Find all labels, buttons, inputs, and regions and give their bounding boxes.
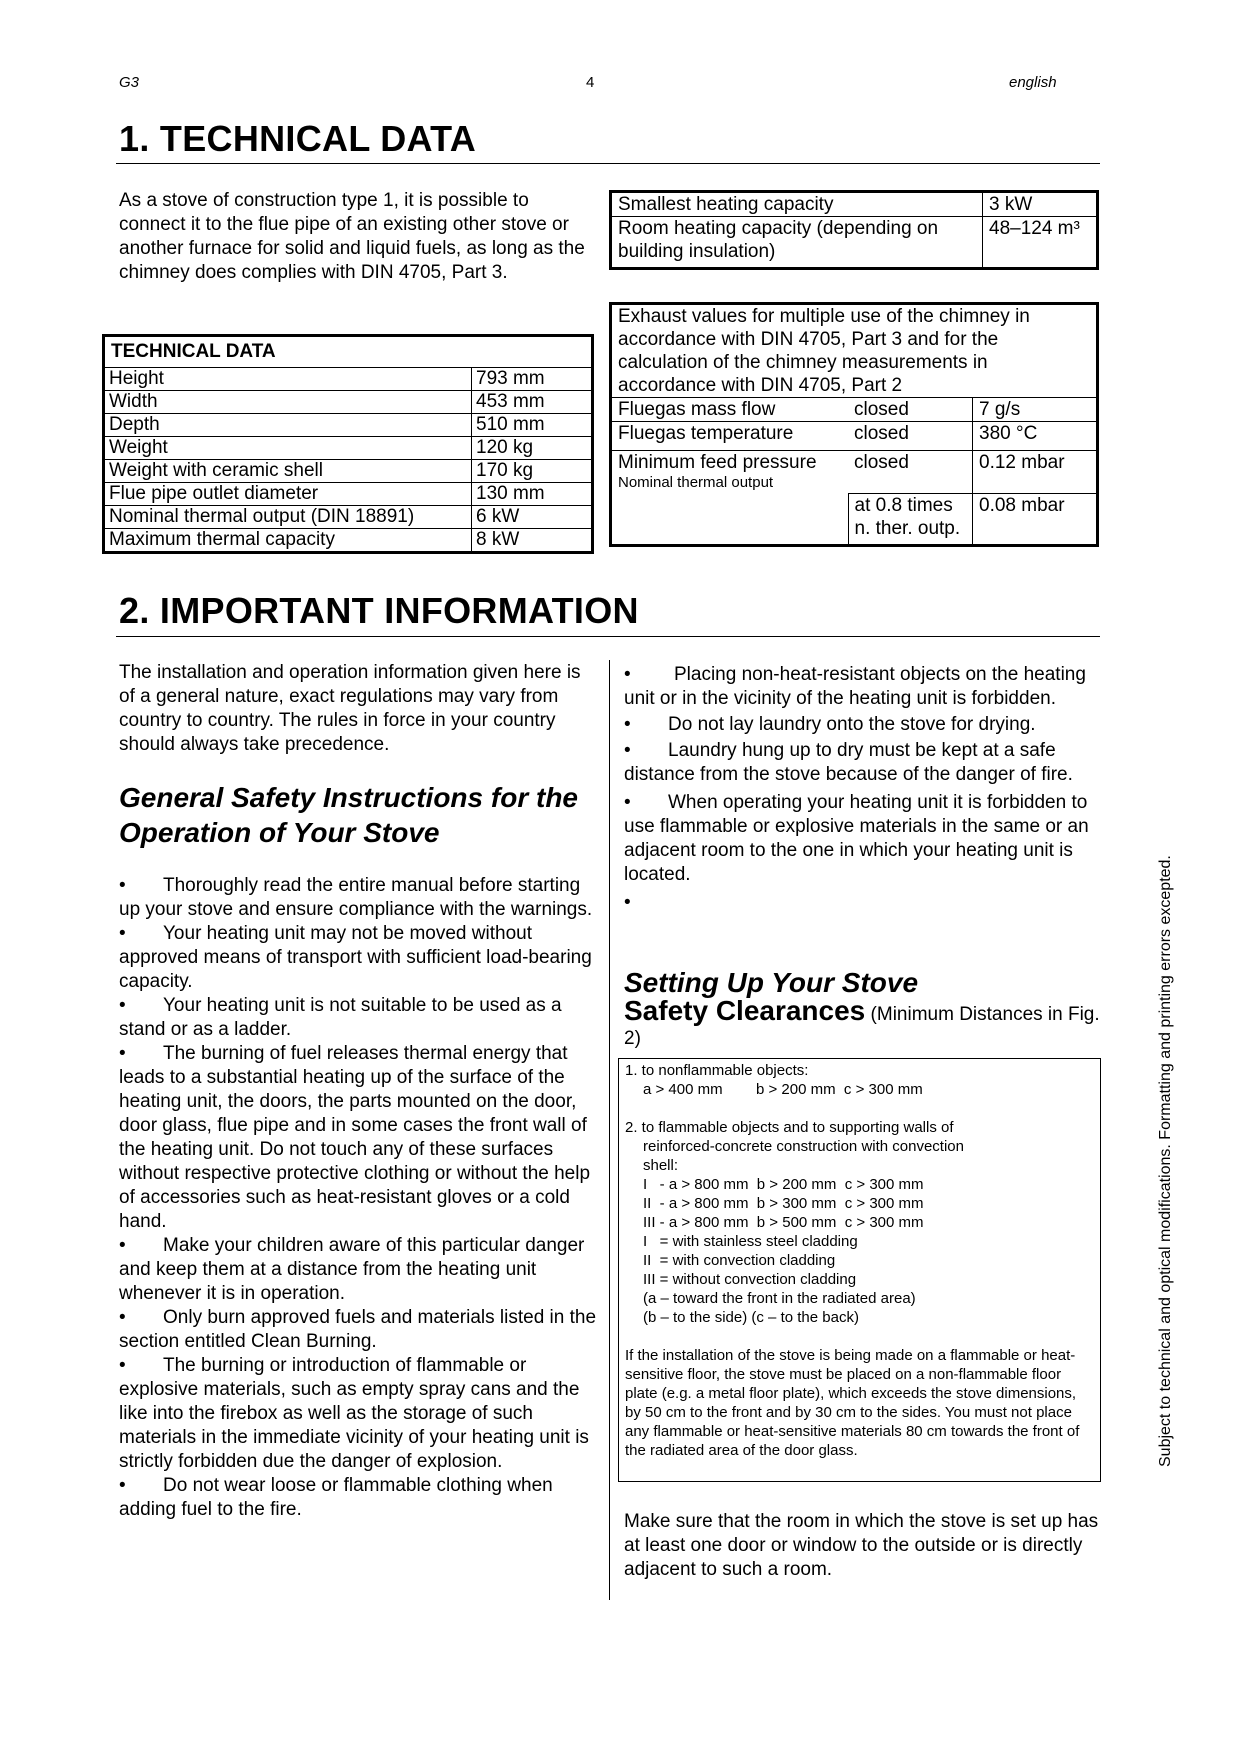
clearance-line: II = with convection cladding: [643, 1252, 836, 1269]
row-value: 380 °C: [973, 422, 1098, 451]
row-value: 0.12 mbar: [973, 451, 1098, 494]
list-item: • Do not lay laundry onto the stove for drying.: [624, 714, 1036, 735]
row-label: [611, 493, 849, 545]
row-value: 0.08 mbar: [973, 493, 1098, 545]
side-disclaimer: Subject to technical and optical modifications. Formatting and printing errors excepted.: [1157, 855, 1174, 1467]
row-value: 7 g/s: [973, 398, 1098, 422]
row-label: Weight: [104, 437, 472, 460]
clearance-line: 1. to nonflammable objects:: [625, 1062, 809, 1079]
clearance-box: [618, 1058, 1101, 1482]
row-label: Weight with ceramic shell: [104, 460, 472, 483]
list-item: • Do not wear loose or flammable clothing when adding fuel to the fire.: [119, 1475, 553, 1520]
table-row: [104, 391, 593, 414]
list-item: • Your heating unit is not suitable to be used as a stand or as a ladder.: [119, 995, 562, 1040]
row-value: 453 mm: [472, 391, 593, 414]
list-item: • Thoroughly read the entire manual before starting up your stove and ensure compliance with the warnings.: [119, 875, 593, 920]
row-label: Depth: [104, 414, 472, 437]
table-row: [104, 460, 593, 483]
table-row: [104, 414, 593, 437]
row-label: Fluegas temperature: [611, 422, 849, 451]
row-value: 6 kW: [472, 506, 593, 529]
list-item: • Only burn approved fuels and materials listed in the section entitled Clean Burning.: [119, 1307, 597, 1352]
row-value: 793 mm: [472, 368, 593, 391]
list-item: • Placing non-heat-resistant objects on the heating unit or in the vicinity of the heating unit is forbidden.: [624, 664, 1086, 709]
table-row: [104, 506, 593, 529]
clearance-line: I - a > 800 mm b > 200 mm c > 300 mm: [643, 1176, 924, 1193]
row-label: Height: [104, 368, 472, 391]
row-value: 170 kg: [472, 460, 593, 483]
exhaust-values-table: [609, 302, 1099, 547]
table-row: [104, 483, 593, 506]
row-label: Room heating capacity (depending on building insulation): [611, 217, 983, 269]
safety-list-right: [624, 663, 1100, 915]
row-value: 510 mm: [472, 414, 593, 437]
row-label: Fluegas mass flow: [611, 398, 849, 422]
section2-intro: The installation and operation information given here is of a general nature, exact regulations may vary from country to country. The rules in force in your country should always take precedence.: [119, 662, 581, 755]
row-value: 8 kW: [472, 529, 593, 553]
clearance-line: III = without convection cladding: [643, 1271, 857, 1288]
header-language: english: [1009, 74, 1057, 91]
row-label: Nominal thermal output (DIN 18891): [104, 506, 472, 529]
row-label: Flue pipe outlet diameter: [104, 483, 472, 506]
row-condition: closed: [848, 422, 973, 451]
safety-subheading: General Safety Instructions for the Operation of Your Stove: [119, 782, 578, 848]
clearance-line: III - a > 800 mm b > 500 mm c > 300 mm: [643, 1214, 924, 1231]
clearance-line: shell:: [643, 1157, 679, 1174]
list-item: •: [624, 892, 631, 913]
list-item: • Your heating unit may not be moved without approved means of transport with sufficient load-bearing capacity.: [119, 923, 592, 992]
section1-intro: As a stove of construction type 1, it is possible to connect it to the flue pipe of an existing other stove or another furnace for solid and liquid fuels, as long as the chimney does complies with DIN 4705, Part 3.: [119, 190, 585, 283]
exhaust-heading: Exhaust values for multiple use of the chimney in accordance with DIN 4705, Part 3 and for the calculation of the chimney measurements in accordance with DIN 4705, Part 2: [618, 306, 1030, 396]
closing-note: Make sure that the room in which the stove is set up has at least one door or window to the outside or is directly adjacent to such a room.: [624, 1511, 1099, 1580]
row-value: 130 mm: [472, 483, 593, 506]
row-value: 3 kW: [983, 192, 1098, 217]
section1-title: 1. TECHNICAL DATA: [119, 118, 477, 159]
clearance-line: II - a > 800 mm b > 300 mm c > 300 mm: [643, 1195, 924, 1212]
capacity-table: [609, 190, 1099, 270]
list-item: • Laundry hung up to dry must be kept at a safe distance from the stove because of the danger of fire.: [624, 740, 1073, 785]
section2-rule: [116, 636, 1100, 637]
row-label: Smallest heating capacity: [611, 192, 983, 217]
table-row: [104, 368, 593, 391]
row-condition: closed: [848, 398, 973, 422]
clearance-note: (Minimum Distances in Fig. 2): [624, 1004, 1100, 1049]
table-row: [104, 437, 593, 460]
list-item: • The burning of fuel releases thermal energy that leads to a substantial heating up of the surface of the heating unit, the doors, the parts mounted on the door, door glass, flue pipe and in some cases the front wall of the heating unit. Do not touch any of these surfaces without respective protective clothing or without the help of accessories such as heat-resistant gloves or a cold hand.: [119, 1043, 591, 1232]
floor-note: If the installation of the stove is being made on a flammable or heat-sensitive floor, the stove must be placed on a non-flammable floor plate (e.g. a metal floor plate), which exceeds the stove dimensions, by 50 cm to the front and by 30 cm to the sides. You must not place any flammable or heat-sensitive materials 80 cm towards the front of the radiated area of the door glass.: [625, 1347, 1080, 1459]
row-label: Maximum thermal capacity: [104, 529, 472, 553]
clearance-title: Safety Clearances: [624, 995, 866, 1026]
list-item: • When operating your heating unit it is forbidden to use flammable or explosive materials in the same or an adjacent room to the one in which your heating unit is located.: [624, 792, 1089, 885]
row-label: Width: [104, 391, 472, 414]
table-row: [611, 451, 1098, 494]
section2-title: 2. IMPORTANT INFORMATION: [119, 590, 639, 631]
clearance-line: I = with stainless steel cladding: [643, 1233, 858, 1250]
safety-list-left: [119, 874, 599, 1522]
table-row: [611, 493, 1098, 545]
setup-subheading: Setting Up Your Stove: [624, 967, 919, 998]
clearance-line: reinforced-concrete construction with convection: [643, 1138, 964, 1155]
clearance-line: (b – to the side) (c – to the back): [643, 1309, 859, 1326]
list-item: • Make your children aware of this particular danger and keep them at a distance from the heating unit whenever it is in operation.: [119, 1235, 585, 1304]
table-row: [104, 529, 593, 553]
clearance-line: a > 400 mm b > 200 mm c > 300 mm: [643, 1081, 923, 1098]
row-value: 120 kg: [472, 437, 593, 460]
page-number: 4: [586, 74, 595, 91]
clearance-line: 2. to flammable objects and to supporting walls of: [625, 1119, 954, 1136]
technical-data-table: [102, 334, 594, 554]
table-row: [611, 217, 1098, 269]
list-item: • The burning or introduction of flammable or explosive materials, such as empty spray cans and the like into the firebox as well as the storage of such materials in the immediate vicinity of your heating unit is strictly forbidden due the danger of explosion.: [119, 1355, 589, 1472]
header-doc-code: G3: [119, 74, 140, 91]
technical-data-heading: TECHNICAL DATA: [104, 336, 593, 368]
table-row: [611, 398, 1098, 422]
row-condition: closed: [848, 451, 973, 494]
row-label: Minimum feed pressure: [618, 452, 817, 473]
column-divider: [609, 660, 610, 1600]
clearance-heading: [624, 995, 1104, 1051]
table-row: [611, 192, 1098, 217]
row-value: 48–124 m³: [983, 217, 1098, 269]
table-row: [611, 422, 1098, 451]
row-condition: at 0.8 times n. ther. outp.: [848, 493, 973, 545]
row-note: Nominal thermal output: [618, 474, 774, 491]
clearance-line: (a – toward the front in the radiated area): [643, 1290, 916, 1307]
section1-rule: [116, 163, 1100, 164]
